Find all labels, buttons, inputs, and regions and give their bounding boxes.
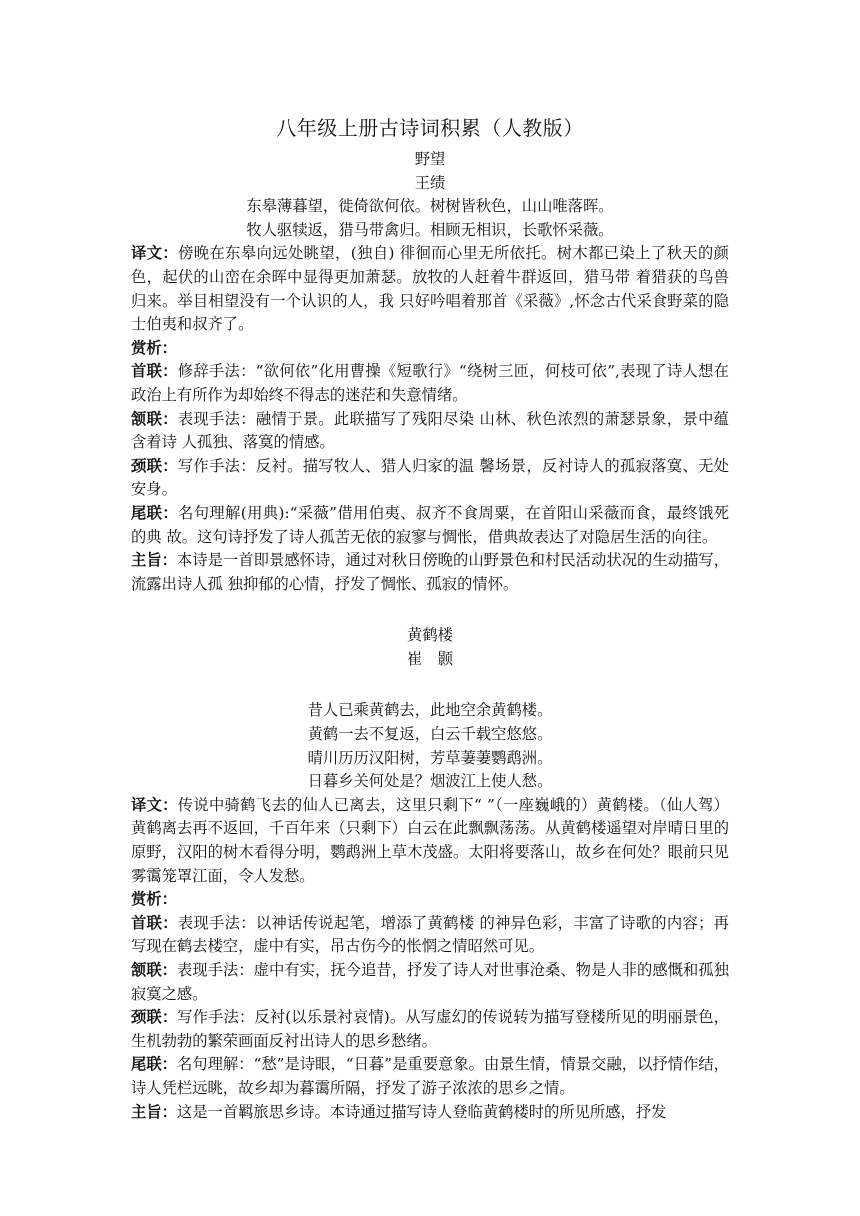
analysis-label: 尾联： xyxy=(131,503,179,522)
analysis-item xyxy=(131,912,729,959)
analysis-label: 颔联： xyxy=(131,409,178,428)
analysis-text: 表现手法：虚中有实，抚今追昔，抒发了诗人对世事沧桑、物是人非的感慨和孤独寂寞之感。 xyxy=(131,961,729,1003)
poem-author: 崔 颢 xyxy=(407,649,453,668)
analysis-label: 尾联： xyxy=(131,1055,177,1074)
translation-text: 传说中骑鹤飞去的仙人已离去，这里只剩下“ ”（一座巍峨的）黄鹤楼。（仙人驾）黄鹤离去再不返回，千百年来（只剩下）白云在此飘飘荡荡。从黄鹤楼遥望对岸晴日里的原野，汉阳的树木看得分明，鹦鹉洲上草木茂盛。太阳将要落山，故乡在何处？眼前只见雾霭笼罩江面，令人发愁。 xyxy=(131,795,729,885)
poem-section xyxy=(0,624,860,1124)
analysis-text: 表现手法：融情于景。此联描写了残阳尽染 山林、秋色浓烈的萧瑟景象，景中蕴含着诗 人孤独、落寞的情感。 xyxy=(131,409,729,452)
analysis-heading: 赏析： xyxy=(131,890,177,909)
analysis-item xyxy=(131,360,729,407)
analysis-item xyxy=(131,502,729,549)
translation-text: 傍晚在东皋向远处眺望，(独自) 徘徊而心里无所依托。树木都已染上了秋天的颜色，起伏的山峦在余晖中显得更加萧瑟。放牧的人赶着牛群返回，猎马带 着猎获的鸟兽归来。举目相望没有一个认识的人，我 只好吟唱着那首《采薇》,怀念古代采食野菜的隐士伯夷和叔齐了。 xyxy=(131,244,729,334)
translation-paragraph xyxy=(131,242,729,336)
analysis-item xyxy=(131,959,729,1006)
poem-title: 黄鹤楼 xyxy=(407,626,453,645)
analysis-label: 颈联： xyxy=(131,456,178,475)
poem-line: 东皋薄暮望，徙倚欲何依。树树皆秋色，山山唯落晖。 xyxy=(246,197,614,216)
poem-section xyxy=(0,148,860,596)
analysis-item xyxy=(131,1053,729,1100)
analysis-label: 颔联： xyxy=(131,961,178,979)
analysis-item xyxy=(131,408,729,455)
analysis-heading: 赏析： xyxy=(131,338,177,357)
analysis-text: 修辞手法：“欲何依”化用曹操《短歌行》“绕树三匝，何枝可依”,表现了诗人想在政治上有所作为却始终不得志的迷茫和失意情绪。 xyxy=(131,362,729,404)
analysis-item xyxy=(131,1006,729,1053)
poem-author: 王绩 xyxy=(414,173,446,192)
analysis-label: 主旨： xyxy=(131,1102,177,1121)
translation-label: 译文： xyxy=(131,795,178,814)
analysis-label: 首联： xyxy=(131,913,178,932)
poem-gap xyxy=(0,671,860,699)
translation-paragraph xyxy=(131,794,729,888)
analysis-label: 颈联： xyxy=(131,1008,178,1027)
analysis-item xyxy=(131,549,729,596)
analysis-label: 首联： xyxy=(131,362,178,381)
document-title: 八年级上册古诗词积累（人教版） xyxy=(276,116,584,140)
translation-label: 译文： xyxy=(131,244,179,263)
analysis-text: 写作手法：反衬(以乐景衬哀情)。从写虚幻的传说转为描写登楼所见的明丽景色，生机勃勃的繁荣画面反衬出诗人的思乡愁绪。 xyxy=(131,1008,729,1050)
poem-line: 日暮乡关何处是？烟波江上使人愁。 xyxy=(307,772,553,791)
analysis-item xyxy=(131,455,729,502)
section-gap xyxy=(0,596,860,624)
analysis-text: 名句理解：“愁”是诗眼，“日暮”是重要意象。由景生情，情景交融，以抒情作结，诗人凭栏远眺，故乡却为暮霭所隔，抒发了游子浓浓的思乡之情。 xyxy=(131,1055,729,1097)
analysis-item xyxy=(131,1101,729,1125)
analysis-text: 这是一首羁旅思乡诗。本诗通过描写诗人登临黄鹤楼时的所见所感，抒发 xyxy=(176,1102,667,1121)
analysis-label: 主旨： xyxy=(131,551,178,570)
analysis-text: 名句理解(用典):“采薇”借用伯夷、叔齐不食周粟，在首阳山采薇而食，最终饿死的典 故。这句诗抒发了诗人孤苦无依的寂寥与惆怅，借典故表达了对隐居生活的向往。 xyxy=(131,503,729,546)
analysis-text: 表现手法：以神话传说起笔，增添了黄鹤楼 的神异色彩，丰富了诗歌的内容；再写现在鹤去楼空，虚中有实，吊古伤今的怅惘之情昭然可见。 xyxy=(131,913,729,956)
analysis-text: 写作手法：反衬。描写牧人、猎人归家的温 馨场景，反衬诗人的孤寂落寞、无处安身。 xyxy=(131,456,729,499)
poem-line: 昔人已乘黄鹤去，此地空余黄鹤楼。 xyxy=(307,701,553,720)
poem-line: 晴川历历汉阳树，芳草萋萋鹦鹉洲。 xyxy=(307,748,553,767)
poem-title: 野望 xyxy=(414,150,446,168)
poem-line: 牧人驱犊返，猎马带禽归。相顾无相识，长歌怀采薇。 xyxy=(246,220,614,239)
poem-line: 黄鹤一去不复返，白云千载空悠悠。 xyxy=(307,725,553,744)
analysis-text: 本诗是一首即景感怀诗，通过对秋日傍晚的山野景色和村民活动状况的生动描写，流露出诗人孤 独抑郁的心情，抒发了惆怅、孤寂的情怀。 xyxy=(131,551,729,593)
